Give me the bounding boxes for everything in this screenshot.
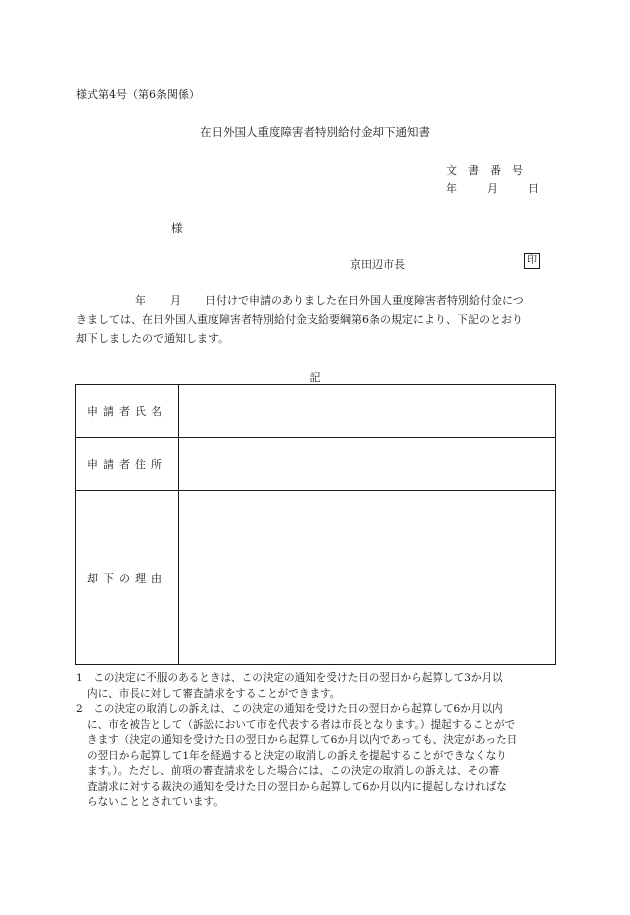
date-day: 日 bbox=[528, 182, 539, 195]
table-row bbox=[76, 491, 556, 665]
applicant-address-label: 申請者住所 bbox=[76, 438, 179, 491]
applicant-address-field[interactable] bbox=[179, 438, 556, 491]
addressee-honorific: 様 bbox=[171, 221, 183, 235]
note-2-line-6: 査請求に対する裁決の通知を受けた日の翌日から起算して6か月以内に提起しなければな bbox=[87, 780, 507, 793]
body-line-2: きましては、在日外国人重度障害者特別給付金支給要綱第6条の規定により、下記のとおり bbox=[76, 313, 523, 326]
note-2-line-1: 2 この決定の取消しの訴えは、この決定の通知を受けた日の翌日から起算して6か月以内 bbox=[76, 703, 503, 715]
note-1-line-2: 内に、市長に対して審査請求をすることができます。 bbox=[87, 687, 341, 700]
date-month: 月 bbox=[487, 182, 498, 195]
notice-body bbox=[76, 291, 558, 348]
note-2-line-2: に、市を被告として（訴訟において市を代表する者は市長となります。）提起することがで bbox=[87, 718, 516, 731]
table-row bbox=[76, 438, 556, 491]
notes bbox=[76, 671, 560, 811]
date-year: 年 bbox=[446, 182, 457, 195]
applicant-name-field[interactable] bbox=[179, 385, 556, 438]
ki-heading: 記 bbox=[309, 371, 321, 384]
issuer-name: 京田辺市長 bbox=[350, 258, 405, 271]
seal-mark: 印 bbox=[524, 253, 540, 269]
date-line bbox=[446, 180, 539, 196]
note-2-line-3: きます（決定の通知を受けた日の翌日から起算して6か月以内であっても、決定があった日 bbox=[87, 734, 518, 746]
applicant-name-label: 申請者氏名 bbox=[76, 385, 179, 438]
body-line-1 bbox=[76, 291, 558, 310]
note-1-line-1: 1 この決定に不服のあるときは、この決定の通知を受けた日の翌日から起算して3か月以 bbox=[76, 672, 503, 684]
document-title: 在日外国人重度障害者特別給付金却下通知書 bbox=[200, 125, 430, 139]
rejection-reason-field[interactable] bbox=[179, 491, 556, 665]
body-line-1-rest: 日付けで申請のありました在日外国人重度障害者特別給付金につ bbox=[205, 294, 524, 307]
document-number-label: 文書番号 bbox=[446, 164, 534, 177]
body-line-3: 却下しましたので通知します。 bbox=[76, 332, 230, 345]
detail-table bbox=[75, 384, 556, 665]
table-row bbox=[76, 385, 556, 438]
body-year: 年 bbox=[135, 294, 146, 307]
form-number: 様式第4号（第6条関係） bbox=[76, 88, 200, 101]
note-2-line-4: の翌日から起算して1年を経過すると決定の取消しの訴えを提起することができなくなり bbox=[87, 749, 507, 762]
note-2-line-5: ます。）。ただし、前項の審査請求をした場合には、この決定の取消しの訴えは、その審 bbox=[87, 765, 500, 777]
body-month: 月 bbox=[170, 294, 181, 307]
rejection-reason-label: 却下の理由 bbox=[76, 491, 179, 665]
note-2-line-7: らないこととされています。 bbox=[87, 796, 224, 808]
